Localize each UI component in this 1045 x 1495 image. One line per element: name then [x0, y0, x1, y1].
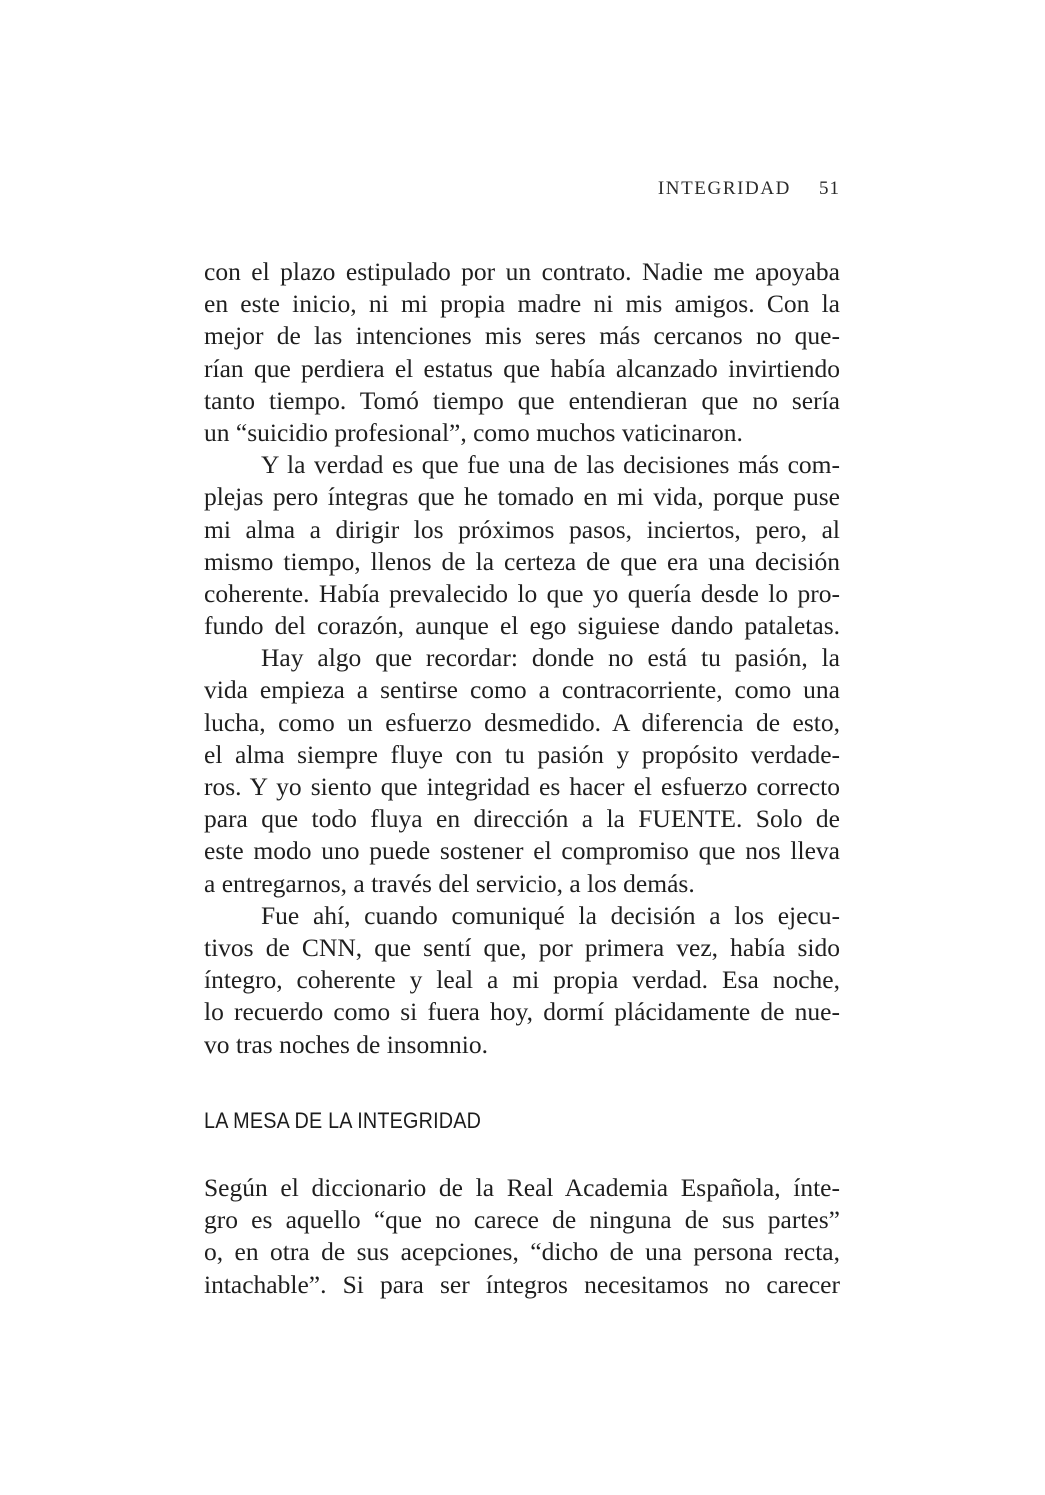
text-line: vida empieza a sentirse como a contracorriente, como una	[204, 675, 840, 705]
text-line: o, en otra de sus acepciones, “dicho de una persona recta,	[204, 1237, 840, 1267]
text-line: coherente. Había prevalecido lo que yo quería desde lo pro-	[204, 578, 840, 608]
text-line: el alma siempre fluye con tu pasión y propósito verdade-	[204, 739, 840, 769]
text-line: mismo tiempo, llenos de la certeza de que era una decisión	[204, 546, 840, 576]
text-line: ros. Y yo siento que integridad es hacer el esfuerzo correcto	[204, 772, 840, 801]
page-number: 51	[819, 178, 840, 199]
text-line: con el plazo estipulado por un contrato. Nadie me apoyaba	[204, 257, 840, 286]
text-line: Fue ahí, cuando comuniqué la decisión a los ejecu-	[261, 900, 840, 930]
text-line: mejor de las intenciones mis seres más cercanos no que-	[204, 321, 840, 351]
paragraph	[204, 1172, 840, 1301]
text-line: Y la verdad es que fue una de las decisiones más com-	[261, 450, 840, 480]
section-heading: LA MESA DE LA INTEGRIDAD	[204, 1108, 482, 1133]
text-line: gro es aquello “que no carece de ninguna de sus partes”	[204, 1205, 840, 1235]
paragraph	[204, 642, 840, 900]
text-line: lo recuerdo como si fuera hoy, dormí plácidamente de nue-	[204, 997, 840, 1027]
running-header	[204, 178, 840, 200]
text-line: Según el diccionario de la Real Academia Española, ínte-	[204, 1173, 840, 1202]
paragraph	[204, 256, 840, 449]
text-line: Hay algo que recordar: donde no está tu pasión, la	[261, 643, 840, 673]
text-line: lucha, como un esfuerzo desmedido. A diferencia de esto,	[204, 707, 840, 737]
section-body-text	[204, 1172, 840, 1301]
paragraph	[204, 900, 840, 1061]
text-line: plejas pero íntegras que he tomado en mi vida, porque puse	[204, 482, 840, 512]
text-line: un “suicidio profesional”, como muchos vaticinaron.	[204, 417, 743, 447]
text-line: íntegro, coherente y leal a mi propia verdad. Esa noche,	[204, 965, 840, 995]
text-line: mi alma a dirigir los próximos pasos, inciertos, pero, al	[204, 514, 840, 544]
text-line: a entregarnos, a través del servicio, a los demás.	[204, 868, 695, 898]
text-line: tivos de CNN, que sentí que, por primera vez, había sido	[204, 932, 840, 962]
text-line: fundo del corazón, aunque el ego siguiese dando pataletas.	[204, 611, 840, 641]
body-text	[204, 256, 840, 1061]
paragraph	[204, 449, 840, 642]
text-line: vo tras noches de insomnio.	[204, 1029, 488, 1059]
text-line: tanto tiempo. Tomó tiempo que entendieran que no sería	[204, 385, 840, 415]
text-line: intachable”. Si para ser íntegros necesitamos no carecer	[204, 1269, 840, 1299]
text-line: rían que perdiera el estatus que había alcanzado invirtiendo	[204, 353, 840, 383]
text-line: este modo uno puede sostener el compromiso que nos lleva	[204, 836, 840, 866]
running-title: INTEGRIDAD	[657, 178, 791, 199]
text-line: para que todo fluya en dirección a la FUENTE. Solo de	[204, 804, 840, 834]
text-line: en este inicio, ni mi propia madre ni mis amigos. Con la	[204, 289, 840, 319]
